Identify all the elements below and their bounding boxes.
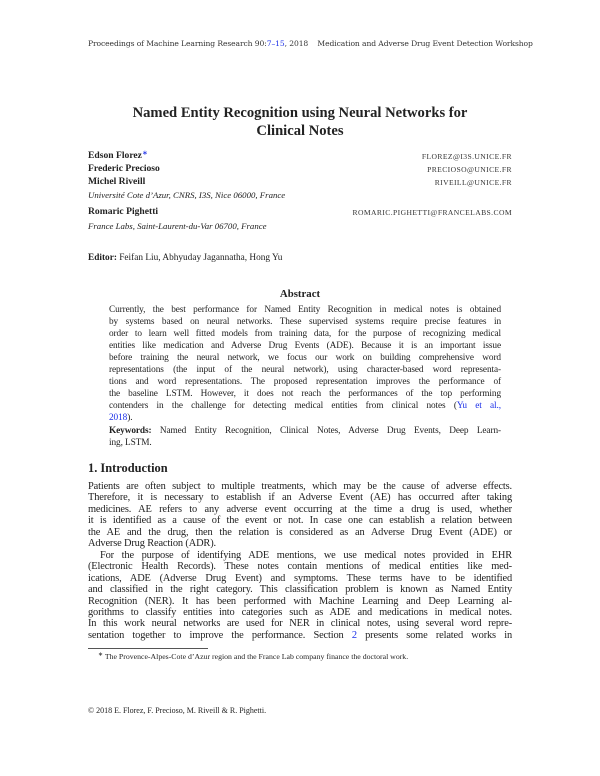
body-line: medicines. AE refers to any adverse event occurring at the time a drug is used, whether — [88, 503, 512, 515]
author-email: RIVEILL@UNICE.FR — [434, 178, 512, 187]
body-line: Patients are often subject to multiple treatments, which may be the cause of adverse effects. — [88, 481, 512, 492]
abstract-heading: Abstract — [279, 288, 321, 300]
footnote — [98, 652, 408, 662]
abstract-text: contenders in the challenge for detecting medical entities from clinical notes — [109, 401, 446, 411]
body-line: For the purpose of identifying ADE mentions, we use medical notes provided in EHR — [100, 549, 512, 561]
keywords-line: ing, LSTM. — [109, 438, 152, 448]
body-line: Adverse Drug Reaction (ADR). — [88, 538, 216, 550]
author-email: FLOREZ@I3S.UNICE.FR — [421, 152, 512, 161]
affiliation: France Labs, Saint-Laurent-du-Var 06700, France — [88, 221, 267, 231]
abstract-line: Currently, the best performance for Named Entity Recognition in medical notes is obtained — [109, 305, 501, 315]
abstract-line: by systems based on neural networks. These supervised systems require precise features in — [109, 317, 501, 327]
title-line: Clinical Notes — [256, 123, 344, 139]
footnote-mark-link[interactable]: ∗ — [141, 149, 148, 157]
abstract-line: order to learn well fitted models from training data, for the purpose of recognizing medical — [109, 329, 501, 339]
section-ref-link[interactable]: 2 — [351, 630, 357, 641]
abstract-line: tions and word representations. The proposed representation improves the performance of — [109, 377, 501, 387]
body-line: Recognition (NER). It has been performed with Machine Learning and Deep Learning al- — [88, 595, 512, 607]
body-line: Therefore, it is necessary to establish if an Adverse Event (AE) has occurred after taking — [88, 492, 512, 504]
editor-names: Feifan Liu, Abhyuday Jagannatha, Hong Yu — [119, 253, 283, 263]
editor-line — [88, 253, 282, 264]
keywords-line — [109, 426, 501, 438]
abstract-line — [109, 413, 501, 425]
running-head-suffix: , 2018 Medication and Adverse Drug Event Detection Workshop — [284, 39, 533, 48]
abstract-line: contenders in the challenge for detecting medical entities from clinical notes (Yu et al., — [109, 401, 501, 411]
author-name — [88, 150, 148, 162]
body-text: sentation together to improve the performance. Section — [88, 630, 352, 641]
abstract-end: ). — [127, 413, 133, 423]
page-end-link[interactable]: 15 — [275, 39, 285, 48]
editor-label: Editor: — [88, 253, 117, 263]
citation-link[interactable]: Yu et al., — [456, 401, 501, 411]
body-line: and classified in the right category. This classification problem is known as Named Entity — [88, 584, 512, 596]
body-line: In this work neural networks are used for NER in clinical notes, using several word repre- — [88, 618, 512, 630]
body-line: (Electronic Health Records). These notes contain mentions of medical entities like med- — [88, 561, 512, 573]
author-name: Romaric Pighetti — [88, 206, 159, 217]
author-email: PRECIOSO@UNICE.FR — [427, 165, 512, 174]
copyright: © 2018 E. Florez, F. Precioso, M. Riveill & R. Pighetti. — [88, 706, 267, 715]
page-sep: – — [271, 39, 276, 48]
paper-title — [60, 104, 540, 140]
body-line: gorithms to classify entities into categories such as ADE and medications in medical notes. — [88, 606, 512, 618]
keywords-label: Keywords: — [109, 425, 152, 436]
body-text: presents some related works in — [356, 630, 512, 641]
author-name: Michel Riveill — [88, 176, 146, 187]
footnote-mark: ∗ — [98, 652, 104, 658]
footnote-rule — [88, 648, 208, 649]
author-name: Frederic Precioso — [88, 163, 160, 174]
running-header — [88, 39, 533, 48]
section-heading: 1. Introduction — [88, 461, 168, 475]
body-line — [88, 630, 512, 641]
abstract-line: entities like medication and Adverse Drug Events (ADE). Because it is an important issue — [109, 341, 501, 351]
citation-link[interactable]: 2018 — [109, 413, 128, 423]
body-line: the AE and the drug, then the relation is considered as an Adverse Drug Event (ADE) or — [88, 526, 512, 538]
page-start-link[interactable]: 7 — [266, 39, 272, 48]
affiliation: Université Cote d’Azur, CNRS, I3S, Nice 06000, France — [88, 190, 286, 200]
footnote-text: The Provence-Alpes-Cote d’Azur region and the France Lab company finance the doctoral work. — [104, 652, 409, 661]
running-head-prefix: Proceedings of Machine Learning Research 90: — [88, 39, 267, 48]
abstract-line: before training the neural network, we focus our work on building comprehensive word — [109, 353, 501, 363]
body-line: ications, ADE (Adverse Drug Event) and symptoms. These terms have to be identified — [88, 572, 512, 584]
body-line: it is identified as a cause of the event or not. In case one can establish a relation between — [88, 515, 512, 527]
author-name-text: Edson Florez — [88, 150, 142, 161]
abstract-line: the baseline LSTM. However, it does not reach the performances of the top performing — [109, 389, 501, 399]
abstract-line: representations (the input of the neural network), using character-based word representa- — [109, 365, 501, 375]
keywords-text: Named Entity Recognition, Clinical Notes, Adverse Drug Events, Deep Learn- — [159, 425, 501, 436]
author-email: ROMARIC.PIGHETTI@FRANCELABS.COM — [352, 208, 512, 217]
title-line: Named Entity Recognition using Neural Networks for — [132, 105, 468, 121]
